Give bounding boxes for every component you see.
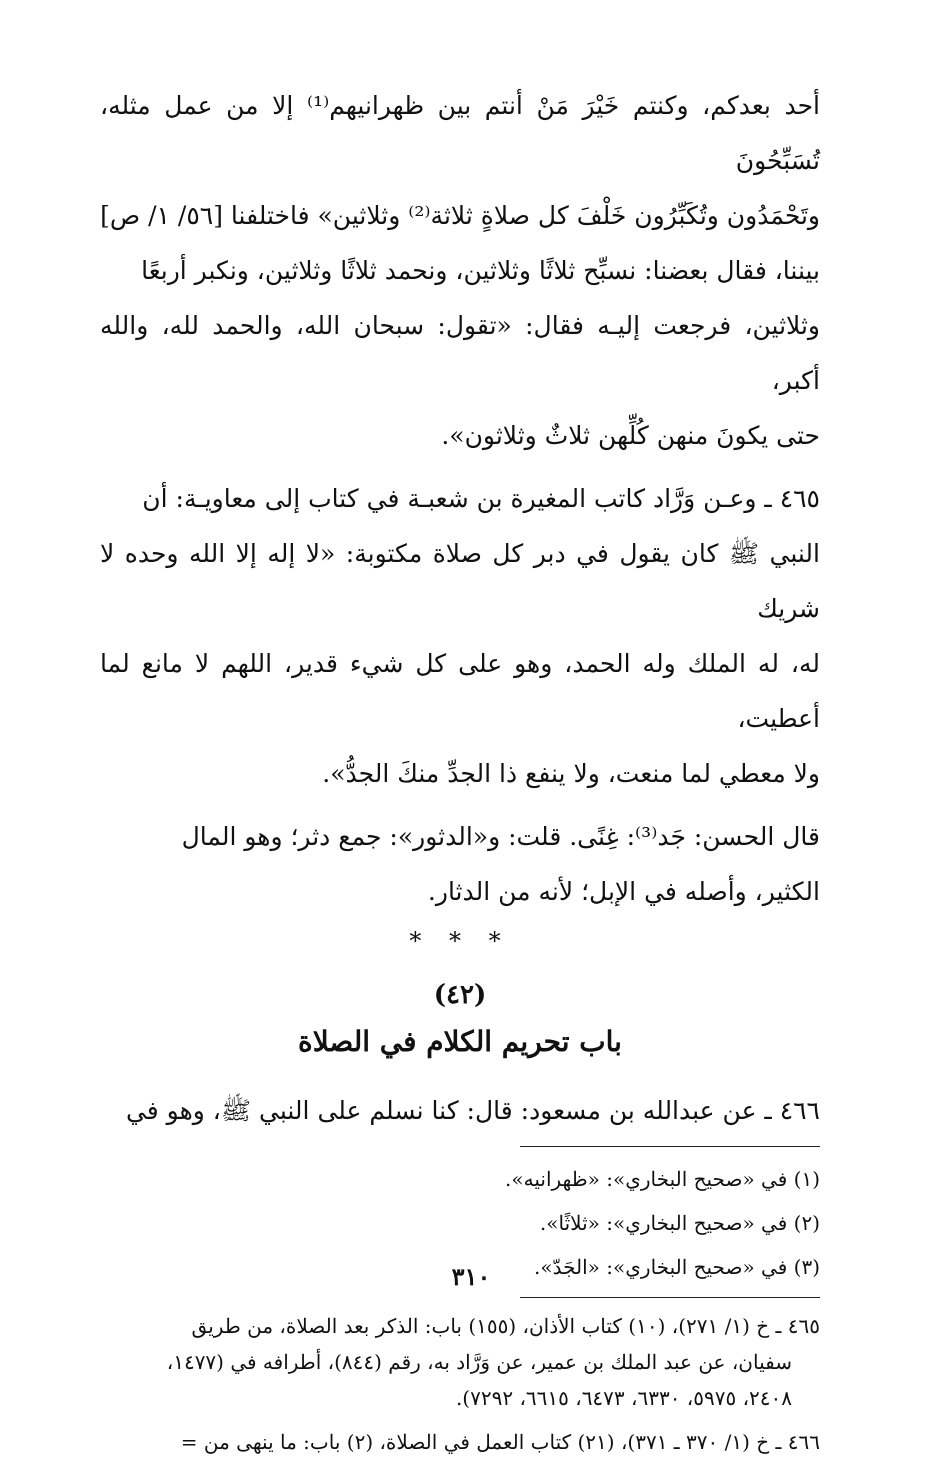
commentary-paragraph — [100, 809, 820, 919]
reference-line: ٤٦٦ ـ خ (١/ ٣٧٠ ـ ٣٧١)، (٢١) كتاب العمل في الصلاة، (٢) باب: ما ينهى من = — [180, 1430, 820, 1454]
text-line: النبي ﷺ كان يقول في دبر كل صلاة مكتوبة: «لا إله إلا الله وحده لا شريك — [100, 539, 820, 623]
text-line: قال الحسن: جَد⁽³⁾: غِنًى. قلت: و«الدثور»: جمع دثر؛ وهو المال — [181, 822, 820, 851]
section-separator: * * * — [409, 927, 511, 955]
footnote: (١) في «صحيح البخاري»: «ظهرانيه». — [505, 1167, 820, 1191]
paragraph-continuation — [100, 78, 820, 463]
text-line: ٤٦٦ ـ عن عبدالله بن مسعود: قال: كنا نسلم على النبي ﷺ، وهو في — [125, 1096, 820, 1125]
chapter-number: (٤٢) — [433, 980, 487, 1010]
main-text — [100, 78, 820, 1138]
text-line: ولا معطي لما منعت، ولا ينفع ذا الجدِّ منكَ الجدُّ». — [322, 759, 820, 788]
footnote: (٣) في «صحيح البخاري»: «الجَدّ». — [534, 1255, 820, 1279]
page-number: ٣١٠ — [451, 1262, 491, 1291]
text-line: بيننا، فقال بعضنا: نسبِّح ثلاثًا وثلاثين، ونحمد ثلاثًا وثلاثين، ونكبر أربعًا — [141, 256, 820, 285]
text-line: وتَحْمَدُون وتُكَبِّرُون خَلْفَ كل صلاةٍ ثلاثة⁽²⁾ وثلاثين» فاختلفنا [٥٦/ ١/ ص] — [100, 201, 820, 230]
text-line: أحد بعدكم، وكنتم خَيْرَ مَنْ أنتم بين ظهرانيهم⁽¹⁾ إلا من عمل مثله، تُسَبِّحُونَ — [100, 91, 820, 175]
reference-line: ٤٦٥ ـ خ (١/ ٢٧١)، (١٠) كتاب الأذان، (١٥٥) باب: الذكر بعد الصلاة، من طريق — [191, 1314, 820, 1338]
text-line: حتى يكونَ منهن كُلِّهن ثلاثٌ وثلاثون». — [441, 421, 820, 450]
page-content — [100, 78, 820, 1460]
reference-divider — [520, 1297, 820, 1298]
text-line: ٤٦٥ ـ وعـن وَرَّاد كاتب المغيرة بن شعبـة في كتاب إلى معاويـة: أن — [142, 484, 820, 513]
footnote: (٢) في «صحيح البخاري»: «ثلاثًا». — [539, 1211, 820, 1235]
hadith-466 — [100, 1083, 820, 1138]
text-line: له، له الملك وله الحمد، وهو على كل شيء قدير، اللهم لا مانع لما أعطيت، — [100, 649, 820, 733]
references — [100, 1308, 820, 1460]
chapter-title: باب تحريم الكلام في الصلاة — [298, 1025, 622, 1058]
text-line: وثلاثين، فرجعت إليـه فقال: «تقول: سبحان الله، والحمد لله، والله أكبر، — [100, 311, 820, 395]
footnote-divider — [520, 1146, 820, 1147]
reference-line: سفيان، عن عبد الملك بن عمير، عن وَرَّاد به، رقم (٨٤٤)، أطرافه في (١٤٧٧، — [166, 1350, 792, 1374]
text-line: الكثير، وأصله في الإبل؛ لأنه من الدثار. — [427, 877, 820, 906]
hadith-465 — [100, 471, 820, 801]
reference-line: ٢٤٠٨، ٥٩٧٥، ٦٣٣٠، ٦٤٧٣، ٦٦١٥، ٧٢٩٢). — [455, 1386, 792, 1410]
